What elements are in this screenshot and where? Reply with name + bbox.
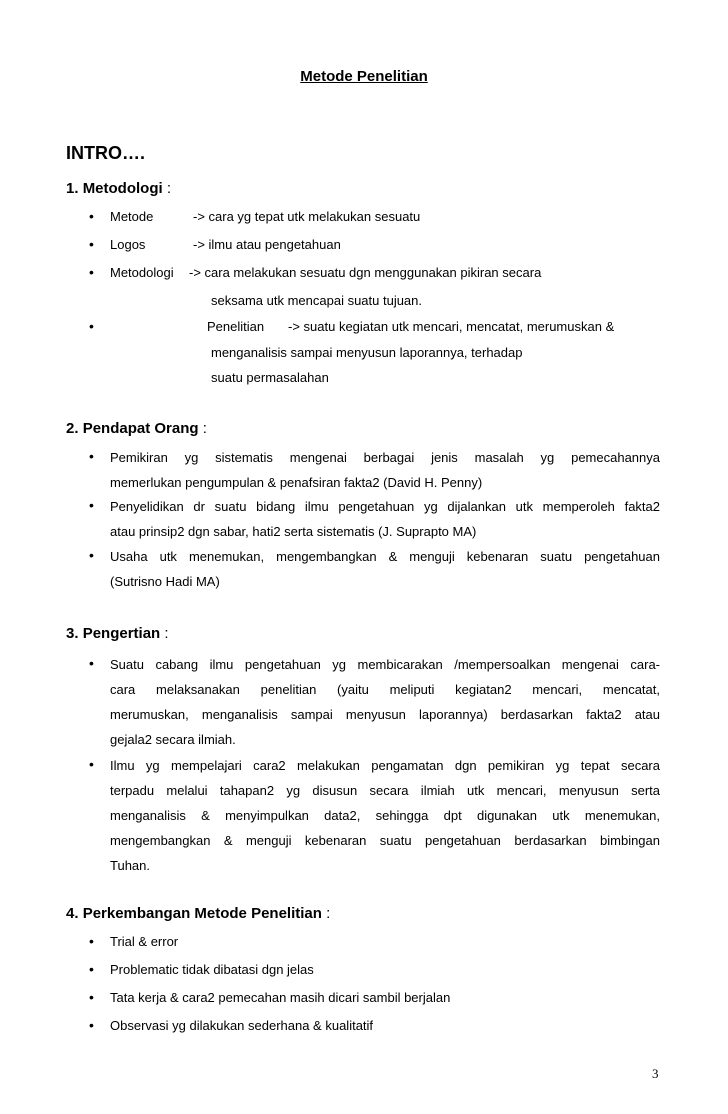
s2-item-line: Usaha utk menemukan, mengembangkan & menguji kebenaran suatu pengetahuan xyxy=(110,549,660,564)
s2-item xyxy=(110,499,660,549)
section-4-heading xyxy=(66,905,330,922)
s3-item-line: merumuskan, menganalisis sampai menyusun laporannya) berdasarkan fakta2 atau xyxy=(110,707,660,722)
s1-item-def: -> cara yg tepat utk melakukan sesuatu xyxy=(193,209,421,224)
section-3-number: 3. xyxy=(66,625,79,642)
page-number: 3 xyxy=(652,1066,659,1081)
s4-item: Problematic tidak dibatasi dgn jelas xyxy=(110,962,314,977)
s1-item-continuation: suatu permasalahan xyxy=(211,370,329,385)
bullet-icon: • xyxy=(89,497,94,513)
section-1-title: Metodologi xyxy=(82,180,163,197)
s1-item-term: Penelitian xyxy=(207,319,265,334)
section-1-heading xyxy=(66,180,171,197)
s1-item-term: Metodologi xyxy=(110,265,174,280)
s1-item-def: -> suatu kegiatan utk mencari, mencatat, merumuskan & xyxy=(288,319,615,334)
page-title: Metode Penelitian xyxy=(300,68,428,85)
intro-heading: INTRO…. xyxy=(66,143,145,163)
s3-item-line: mengembangkan & menguji kebenaran suatu pengetahuan berdasarkan bimbingan xyxy=(110,833,660,848)
s1-item-def: -> ilmu atau pengetahuan xyxy=(193,237,341,252)
s3-item-line: menganalisis & menyimpulkan data2, sehingga dpt digunakan utk menemukan, xyxy=(110,808,660,823)
bullet-icon: • xyxy=(89,547,94,563)
bullet-icon: • xyxy=(89,655,94,671)
s2-item xyxy=(110,450,660,500)
s1-item-term: Logos xyxy=(110,237,146,252)
section-4-title: Perkembangan Metode Penelitian xyxy=(82,905,322,922)
section-3-heading xyxy=(66,625,169,642)
section-4-colon: : xyxy=(326,905,331,922)
s1-item-continuation: seksama utk mencapai suatu tujuan. xyxy=(211,293,423,308)
s3-item xyxy=(110,657,660,757)
s3-item-line: Tuhan. xyxy=(110,858,150,873)
bullet-icon: • xyxy=(89,756,94,772)
bullet-icon: • xyxy=(89,933,94,949)
s4-item: Tata kerja & cara2 pemecahan masih dicari sambil berjalan xyxy=(110,990,451,1005)
section-3-colon: : xyxy=(164,625,169,642)
section-2-colon: : xyxy=(202,420,207,437)
s2-item-line: atau prinsip2 dgn sabar, hati2 serta sistematis (J. Suprapto MA) xyxy=(110,524,477,539)
s3-item xyxy=(110,758,660,883)
section-2-number: 2. xyxy=(66,420,79,437)
s3-item-line: gejala2 secara ilmiah. xyxy=(110,732,236,747)
section-2-heading xyxy=(66,420,207,437)
section-1-colon: : xyxy=(166,180,172,197)
bullet-icon: • xyxy=(89,961,94,977)
s2-item-line: Penyelidikan dr suatu bidang ilmu pengetahuan yg dijalankan utk memperoleh fakta2 xyxy=(110,499,660,514)
bullet-icon: • xyxy=(89,208,94,224)
section-2-title: Pendapat Orang xyxy=(82,420,199,437)
bullet-icon: • xyxy=(89,448,94,464)
section-4-number: 4. xyxy=(66,905,79,922)
s3-item-line: cara melaksanakan penelitian (yaitu meliputi kegiatan2 mencari, mencatat, xyxy=(110,682,660,697)
section-1-number: 1. xyxy=(66,180,79,197)
s1-item-term: Metode xyxy=(110,209,154,224)
s2-item-line: memerlukan pengumpulan & penafsiran fakta2 (David H. Penny) xyxy=(110,475,483,490)
section-3-title: Pengertian xyxy=(82,625,161,642)
s3-item-line: Ilmu yg mempelajari cara2 melakukan pengamatan dgn pemikiran yg tepat secara xyxy=(110,758,660,773)
s1-item-def: -> cara melakukan sesuatu dgn menggunakan pikiran secara xyxy=(189,265,542,280)
bullet-icon: • xyxy=(89,318,94,334)
bullet-icon: • xyxy=(89,989,94,1005)
s2-item xyxy=(110,549,660,599)
bullet-icon: • xyxy=(89,236,94,252)
s3-item-line: Suatu cabang ilmu pengetahuan yg membicarakan /mempersoalkan mengenai cara- xyxy=(110,657,660,672)
bullet-icon: • xyxy=(89,264,94,280)
bullet-icon: • xyxy=(89,1017,94,1033)
s1-item-continuation: menganalisis sampai menyusun laporannya, terhadap xyxy=(211,345,523,360)
s3-item-line: terpadu melalui tahapan2 yg disusun secara ilmiah utk mencari, menyusun serta xyxy=(110,783,660,798)
s2-item-line: Pemikiran yg sistematis mengenai berbagai jenis masalah yg pemecahannya xyxy=(110,450,660,465)
s2-item-line: (Sutrisno Hadi MA) xyxy=(110,574,220,589)
s4-item: Trial & error xyxy=(110,934,179,949)
s4-item: Observasi yg dilakukan sederhana & kualitatif xyxy=(110,1018,374,1033)
